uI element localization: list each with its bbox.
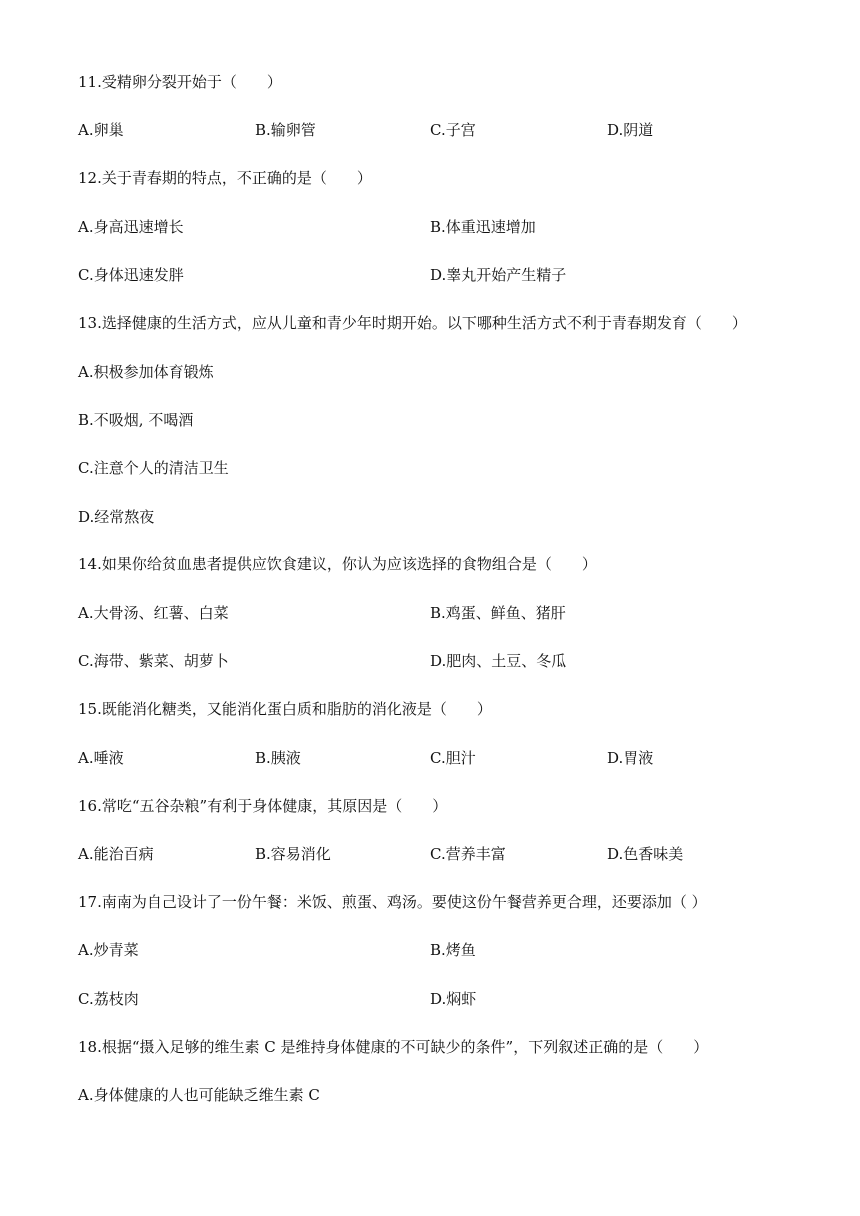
q13-option-d: D.经常熬夜 [78,508,155,526]
q12-option-b: B.体重迅速增加 [430,218,536,236]
question-17-stem: 17.南南为自己设计了一份午餐：米饭、煎蛋、鸡汤。要使这份午餐营养更合理，还要添加（ ） [78,893,707,911]
q15-option-a: A.唾液 [78,749,124,767]
q15-option-c: C.胆汁 [430,749,476,767]
q14-option-b: B.鸡蛋、鲜鱼、猪肝 [430,604,566,622]
q11-option-d: D.阴道 [607,121,654,139]
q11-option-a: A.卵巢 [78,121,124,139]
question-14-stem: 14.如果你给贫血患者提供应饮食建议，你认为应该选择的食物组合是（ ） [78,555,597,573]
q17-option-a: A.炒青菜 [78,941,139,959]
q17-option-d: D.焖虾 [430,990,477,1008]
q15-option-b: B.胰液 [255,749,301,767]
question-15-stem: 15.既能消化糖类，又能消化蛋白质和脂肪的消化液是（ ） [78,700,492,718]
question-12-stem: 12.关于青春期的特点，不正确的是（ ） [78,169,372,187]
q16-option-c: C.营养丰富 [430,845,506,863]
q14-option-a: A.大骨汤、红薯、白菜 [78,604,229,622]
question-11-stem: 11.受精卵分裂开始于（ ） [78,73,282,91]
q12-option-d: D.睾丸开始产生精子 [430,266,567,284]
q12-option-c: C.身体迅速发胖 [78,266,184,284]
q14-option-d: D.肥肉、土豆、冬瓜 [430,652,567,670]
question-16-stem: 16.常吃“五谷杂粮”有利于身体健康，其原因是（ ） [78,797,448,815]
q16-option-a: A.能治百病 [78,845,154,863]
q11-option-c: C.子宫 [430,121,476,139]
q13-option-b: B.不吸烟, 不喝酒 [78,411,194,429]
q13-option-c: C.注意个人的清洁卫生 [78,459,229,477]
q14-option-c: C.海带、紫菜、胡萝卜 [78,652,229,670]
q13-option-a: A.积极参加体育锻炼 [78,363,214,381]
q17-option-b: B.烤鱼 [430,941,476,959]
q18-option-a: A.身体健康的人也可能缺乏维生素 C [78,1086,320,1104]
q11-option-b: B.输卵管 [255,121,316,139]
q17-option-c: C.荔枝肉 [78,990,139,1008]
question-13-stem: 13.选择健康的生活方式，应从儿童和青少年时期开始。以下哪种生活方式不利于青春期发育（ ） [78,314,747,332]
q16-option-d: D.色香味美 [607,845,684,863]
question-18-stem: 18.根据“摄入足够的维生素 C 是维持身体健康的不可缺少的条件”，下列叙述正确的是（ ） [78,1038,709,1056]
q12-option-a: A.身高迅速增长 [78,218,184,236]
q15-option-d: D.胃液 [607,749,654,767]
q16-option-b: B.容易消化 [255,845,331,863]
